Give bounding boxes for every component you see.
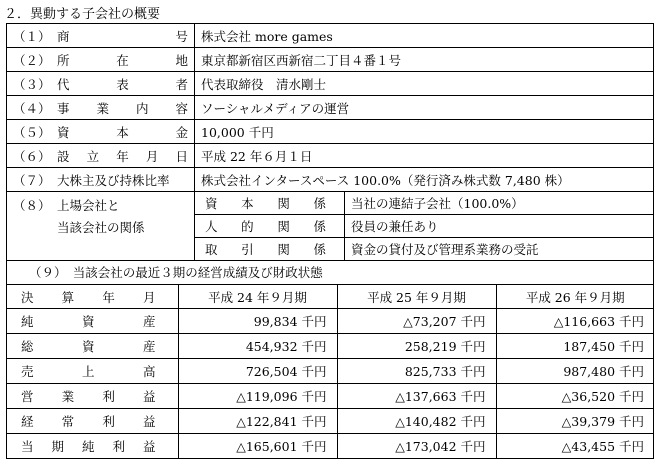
- label-char: 月: [145, 148, 159, 164]
- row-label-text: [57, 147, 188, 165]
- label-char: 在: [116, 52, 129, 68]
- row-value: 東京都新宿区西新宿二丁目４番１号: [195, 48, 654, 72]
- row-number: （２）: [13, 52, 51, 68]
- label-char: 益: [142, 439, 156, 454]
- label-char: 経: [21, 414, 34, 429]
- info-row: [7, 120, 654, 144]
- row-number: （８）: [13, 198, 51, 213]
- financial-item-row: [7, 309, 654, 334]
- financial-item-row: [7, 434, 654, 459]
- item-value: △73,207 千円: [337, 309, 496, 334]
- label-char: 関: [277, 196, 290, 211]
- label-char: 表: [116, 76, 129, 92]
- label-char: 代: [57, 76, 70, 92]
- relation-type: [195, 238, 345, 261]
- label-char: 資: [81, 339, 95, 354]
- item-label-text: [21, 437, 156, 455]
- relation-type: [195, 215, 345, 238]
- relation-value: 資金の貸付及び管理系業務の受託: [345, 238, 654, 261]
- row-label: [7, 72, 195, 96]
- item-label-text: [21, 362, 156, 380]
- label-char: 営: [21, 389, 34, 404]
- label-char: 所: [57, 52, 70, 68]
- row-label-text: [57, 99, 188, 117]
- row-label-text: [57, 75, 188, 93]
- label-char: 関: [277, 242, 290, 257]
- row-label: [7, 120, 195, 144]
- row-number: （１）: [13, 28, 51, 44]
- label-char: 年: [102, 289, 115, 305]
- financials-table: [7, 284, 654, 458]
- label-char: 業: [96, 100, 109, 116]
- label-char: 年: [116, 148, 129, 164]
- financials-cell: [7, 261, 654, 459]
- row-value: ソーシャルメディアの運営: [195, 96, 654, 120]
- row-value: 株式会社 more games: [195, 24, 654, 48]
- item-label: [7, 384, 178, 409]
- label-char: 関: [277, 219, 290, 234]
- row-number: （７）: [13, 172, 51, 188]
- label-char: 益: [142, 414, 156, 429]
- relation-type-text: [205, 194, 326, 212]
- label-char: 総: [21, 339, 34, 354]
- label-char: 利: [102, 389, 115, 404]
- label-char: 業: [61, 389, 75, 404]
- label-char: 日: [175, 148, 188, 164]
- info-row: [7, 168, 654, 192]
- info-row: [7, 72, 654, 96]
- item-label-text: [21, 337, 156, 355]
- item-value: 99,834 千円: [178, 309, 337, 334]
- row-number: （３）: [13, 76, 51, 92]
- label-char: 資: [57, 124, 70, 140]
- row-value: 10,000 千円: [195, 120, 654, 144]
- row-number: （４）: [13, 100, 51, 116]
- section-heading: ２．異動する子会社の概要: [4, 7, 161, 22]
- row-label-text: [57, 51, 188, 69]
- label-char: 容: [175, 100, 188, 116]
- label-char: 常: [61, 414, 75, 429]
- row-value: 平成 22 年６月１日: [195, 144, 654, 168]
- item-label: [7, 334, 178, 359]
- label-char: 事: [57, 100, 70, 116]
- label-char: 設: [57, 148, 70, 164]
- item-value: 987,480 千円: [496, 359, 654, 384]
- financials-title: （９） 当該会社の最近３期の経営成績及び財政状態: [29, 265, 323, 280]
- label-char: 金: [175, 124, 188, 140]
- label-char: 上: [81, 364, 95, 379]
- item-value: 258,219 千円: [337, 334, 496, 359]
- row-label-text: [57, 27, 188, 45]
- label-char: 高: [142, 364, 156, 379]
- label-char: 号: [175, 28, 188, 44]
- relation-value: 役員の兼任あり: [345, 215, 654, 238]
- label-char: 期: [51, 439, 64, 454]
- item-value: △122,841 千円: [178, 409, 337, 434]
- item-label: [7, 309, 178, 334]
- label-char: 利: [102, 414, 115, 429]
- relation-row: [7, 192, 654, 215]
- label-char: 産: [142, 339, 156, 354]
- row-label-text: 大株主及び持株比率: [57, 172, 170, 188]
- label-char: 純: [81, 439, 95, 454]
- relation-label-line2: 当該会社の関係: [57, 220, 145, 235]
- label-char: 地: [175, 52, 188, 68]
- label-char: 者: [175, 76, 188, 92]
- financial-item-row: [7, 384, 654, 409]
- financial-item-row: [7, 359, 654, 384]
- item-value: △36,520 千円: [496, 384, 654, 409]
- label-char: 売: [21, 364, 34, 379]
- row-label-text: [57, 123, 188, 141]
- label-char: 当: [21, 439, 34, 454]
- info-row: [7, 48, 654, 72]
- item-value: △39,379 千円: [496, 409, 654, 434]
- row-label: [7, 96, 195, 120]
- item-value: △173,042 千円: [337, 434, 496, 459]
- relation-type-text: [205, 240, 326, 258]
- relation-value: 当社の連結子会社（100.0%）: [345, 192, 654, 215]
- label-char: 係: [313, 219, 326, 234]
- item-value: △119,096 千円: [178, 384, 337, 409]
- label-char: 本: [241, 196, 254, 211]
- label-char: 係: [313, 242, 326, 257]
- subsidiary-overview-table: [6, 23, 654, 459]
- label-char: 算: [61, 289, 75, 305]
- relation-type: [195, 192, 345, 215]
- item-value: 825,733 千円: [337, 359, 496, 384]
- item-value: 454,932 千円: [178, 334, 337, 359]
- fiscal-period-label: [21, 288, 156, 306]
- label-char: 係: [313, 196, 326, 211]
- item-label: [7, 359, 178, 384]
- label-char: 産: [142, 314, 156, 329]
- item-value: △165,601 千円: [178, 434, 337, 459]
- row-label: [7, 24, 195, 48]
- financials-header: [7, 285, 654, 309]
- item-value: 187,450 千円: [496, 334, 654, 359]
- label-char: 取: [205, 242, 218, 257]
- label-char: 的: [241, 219, 254, 234]
- label-char: 資: [81, 314, 95, 329]
- label-char: 内: [135, 100, 149, 116]
- label-char: 引: [241, 242, 254, 257]
- label-char: 決: [21, 289, 34, 305]
- info-row: [7, 96, 654, 120]
- row-value: 株式会社インタースペース 100.0%（発行済み株式数 7,480 株）: [195, 168, 654, 192]
- item-label: [7, 434, 178, 459]
- period-header: 平成 26 年９月期: [496, 285, 654, 309]
- financials-row: [7, 261, 654, 459]
- item-value: 726,504 千円: [178, 359, 337, 384]
- item-value: △137,663 千円: [337, 384, 496, 409]
- row-label: [7, 168, 195, 192]
- label-char: 資: [205, 196, 218, 211]
- period-header: 平成 25 年９月期: [337, 285, 496, 309]
- item-label: [7, 409, 178, 434]
- row-label: [7, 48, 195, 72]
- row-label: [7, 144, 195, 168]
- item-label-text: [21, 312, 156, 330]
- label-char: 月: [142, 289, 156, 305]
- label-char: 純: [21, 314, 34, 329]
- row-number: （６）: [13, 148, 51, 164]
- label-char: 商: [57, 28, 70, 44]
- relation-type-text: [205, 217, 326, 235]
- item-value: △116,663 千円: [496, 309, 654, 334]
- relation-label-line1: 上場会社と: [57, 198, 120, 213]
- relation-label: [7, 192, 195, 261]
- item-value: △140,482 千円: [337, 409, 496, 434]
- item-label-text: [21, 387, 156, 405]
- label-char: 利: [112, 439, 125, 454]
- row-value: 代表取締役 清水剛士: [195, 72, 654, 96]
- label-char: 立: [86, 148, 100, 164]
- header-label: [7, 285, 178, 309]
- item-label-text: [21, 412, 156, 430]
- label-char: 本: [116, 124, 129, 140]
- financial-item-row: [7, 334, 654, 359]
- info-row: [7, 144, 654, 168]
- info-row: [7, 24, 654, 48]
- item-value: △43,455 千円: [496, 434, 654, 459]
- period-header: 平成 24 年９月期: [178, 285, 337, 309]
- label-char: 益: [142, 389, 156, 404]
- label-char: 人: [205, 219, 218, 234]
- financial-item-row: [7, 409, 654, 434]
- row-number: （５）: [13, 124, 51, 140]
